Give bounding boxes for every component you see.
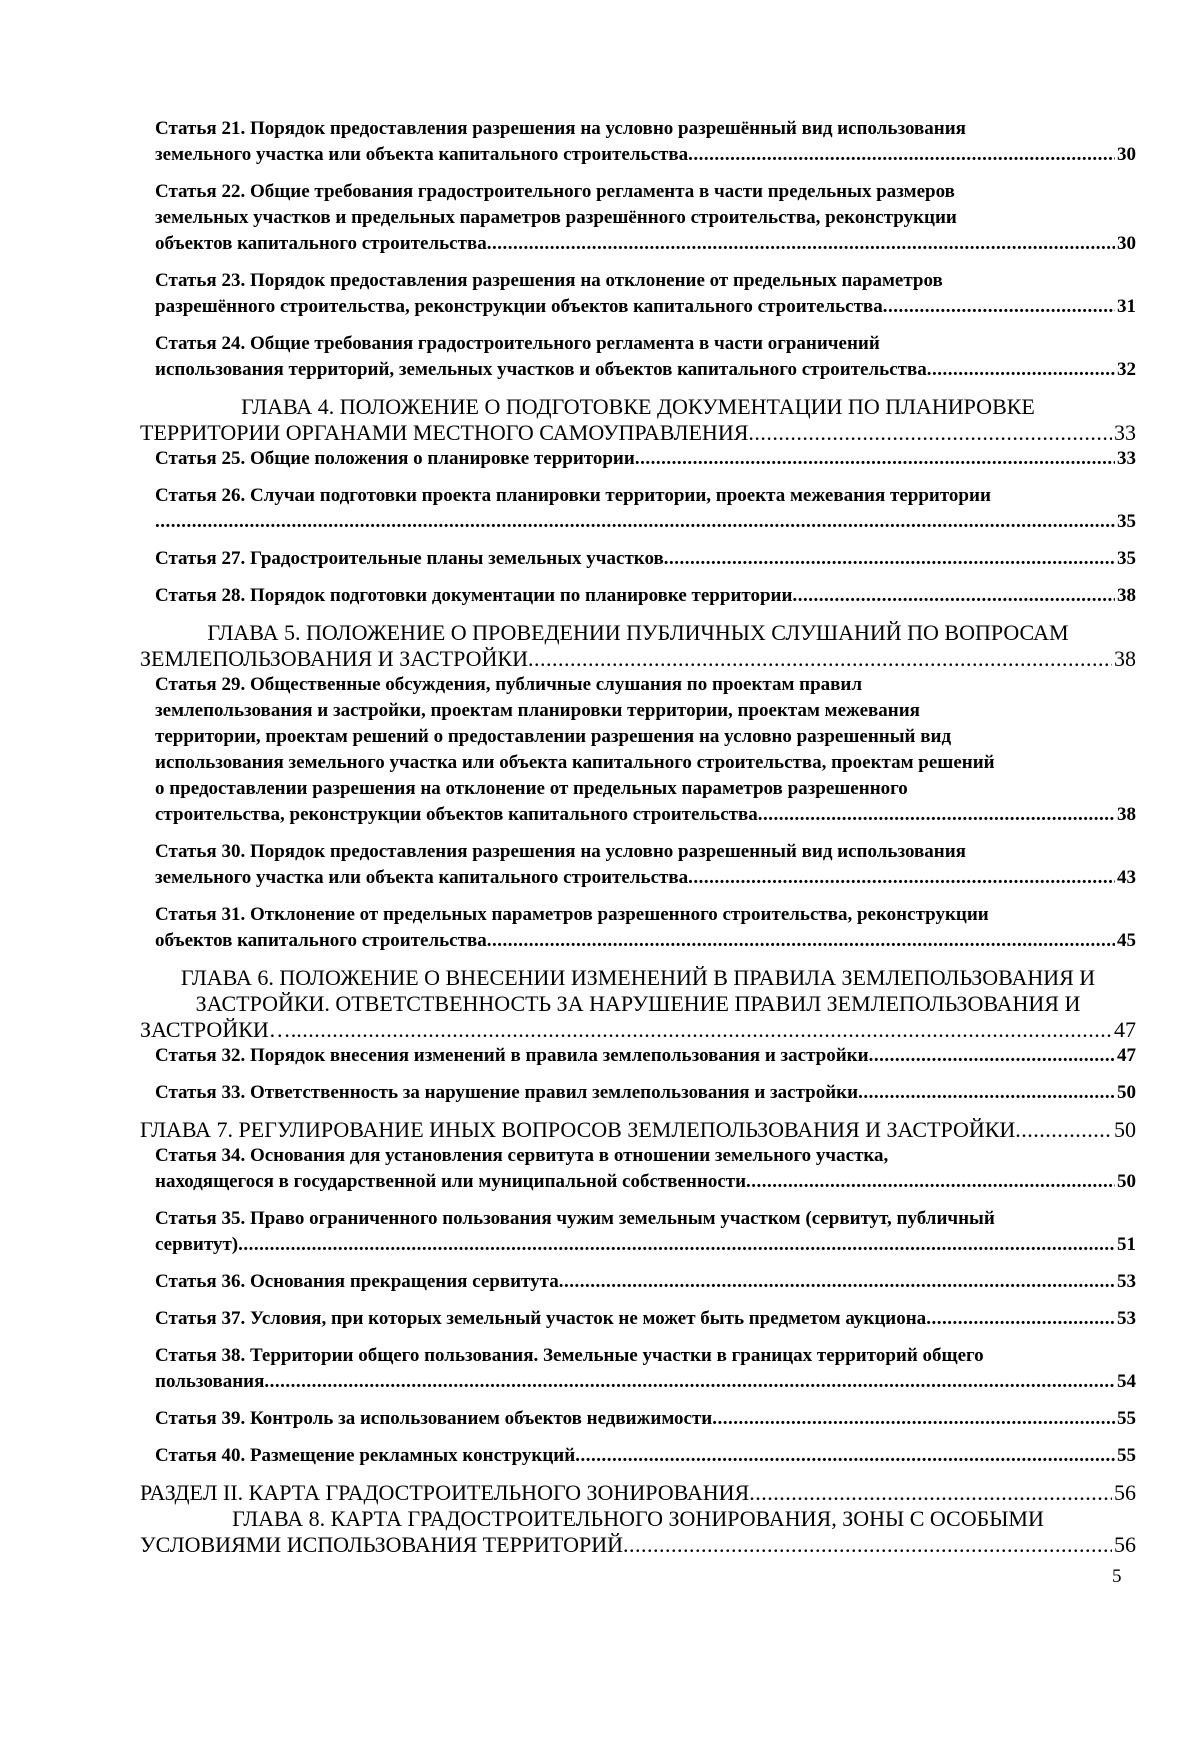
toc-entry-line: земельных участков и предельных параметров разрешённого строительства, реконструкции [155,207,957,228]
toc-entry-title: Статья 36. Основания прекращения сервитута [155,1271,559,1292]
toc-entry-line: Статья 34. Основания для установления сервитута в отношении земельного участка, [155,1145,889,1166]
toc-entry-title: ЗЕМЛЕПОЛЬЗОВАНИЯ И ЗАСТРОЙКИ [140,646,528,671]
toc-entry-leader-line [140,1017,1136,1043]
toc-entry-line: Статья 21. Порядок предоставления разрешения на условно разрешённый вид использования [155,118,966,139]
toc-entry-title: объектов капитального строительства [155,233,487,254]
toc-page-number: 33 [1114,420,1136,445]
toc-entry-title: ЗАСТРОЙКИ…. [140,1017,297,1042]
toc-dot-leader [749,1480,1112,1506]
toc-page-number: 50 [1117,1082,1136,1103]
toc-entry-title: Статья 39. Контроль за использованием объектов недвижимости [155,1408,713,1429]
toc-entry-leader-line [155,294,1136,320]
toc-dot-leader [238,1232,1115,1258]
table-of-contents [140,116,1136,1558]
toc-page-number: 54 [1117,1371,1136,1392]
toc-entry-line: территории, проектам решений о предоставлении разрешения на условно разрешенный вид [155,726,952,747]
toc-entry-leader-line [155,583,1136,609]
toc-page-number: 31 [1117,296,1136,317]
toc-page-number: 55 [1117,1445,1136,1466]
toc-entry-line: Статья 31. Отклонение от предельных параметров разрешенного строительства, реконструкции [155,904,989,925]
toc-entry-line: Статья 38. Территории общего пользования. Земельные участки в границах территорий общего [155,1345,984,1366]
toc-entry-leader-line [155,509,1136,535]
toc-dot-leader [623,1532,1112,1558]
toc-page-number: 56 [1114,1480,1136,1505]
toc-dot-leader [575,1443,1115,1469]
toc-entry-title: Статья 28. Порядок подготовки документации по планировке территории [155,585,793,606]
toc-entry-leader-line [155,1369,1136,1395]
toc-entry-leader-line [155,802,1136,828]
toc-dot-leader [746,1169,1115,1195]
toc-chapter-entry[interactable] [140,1117,1136,1143]
toc-dot-leader [712,1406,1115,1432]
toc-entry-line: землепользования и застройки, проектам планировки территории, проектам межевания [155,700,920,721]
toc-entry-title: земельного участка или объекта капитального строительства [155,867,689,888]
toc-page-number: 38 [1117,585,1136,606]
toc-entry-leader-line [140,1532,1136,1558]
toc-entry-title: Статья 33. Ответственность за нарушение правил землепользования и застройки [155,1082,859,1103]
toc-page-number: 30 [1117,233,1136,254]
toc-entry-leader-line [140,1117,1136,1143]
toc-article-entry[interactable] [140,1343,1136,1395]
toc-dot-leader [758,802,1115,828]
toc-entry-leader-line [155,1443,1136,1469]
toc-entry-line: ГЛАВА 8. КАРТА ГРАДОСТРОИТЕЛЬНОГО ЗОНИРОВАНИЯ, ЗОНЫ С ОСОБЫМИ [232,1506,1044,1531]
toc-entry-title: объектов капитального строительства [155,930,487,951]
toc-article-entry[interactable] [140,1143,1136,1195]
toc-entry-leader-line [155,1306,1136,1332]
toc-entry-title: использования территорий, земельных участков и объектов капитального строительства [155,359,927,380]
toc-entry-line: использования земельного участка или объекта капитального строительства, проектам решений [155,752,995,773]
toc-article-entry[interactable] [140,1206,1136,1258]
toc-page-number: 30 [1117,144,1136,165]
toc-dot-leader [883,294,1115,320]
toc-entry-title: Статья 40. Размещение рекламных конструкций [155,1445,576,1466]
toc-entry-leader-line [140,420,1136,446]
toc-entry-leader-line [155,231,1136,257]
toc-dot-leader [688,865,1115,891]
toc-entry-title: пользования [155,1371,265,1392]
toc-entry-title: ГЛАВА 7. РЕГУЛИРОВАНИЕ ИНЫХ ВОПРОСОВ ЗЕМЛЕПОЛЬЗОВАНИЯ И ЗАСТРОЙКИ [140,1117,1016,1142]
toc-dot-leader [688,142,1115,168]
toc-entry-line: ГЛАВА 4. ПОЛОЖЕНИЕ О ПОДГОТОВКЕ ДОКУМЕНТАЦИИ ПО ПЛАНИРОВКЕ [241,394,1035,419]
toc-article-entry[interactable] [140,483,1136,535]
toc-entry-line: Статья 24. Общие требования градостроительного регламента в части ограничений [155,333,880,354]
toc-entry-line: ГЛАВА 5. ПОЛОЖЕНИЕ О ПРОВЕДЕНИИ ПУБЛИЧНЫХ СЛУШАНИЙ ПО ВОПРОСАМ [207,620,1069,645]
toc-page-number: 47 [1117,1045,1136,1066]
toc-page-number: 47 [1114,1017,1136,1042]
toc-entry-leader-line [155,865,1136,891]
toc-article-entry[interactable] [140,1269,1136,1295]
toc-dot-leader [296,1017,1112,1043]
toc-dot-leader [869,1043,1115,1069]
toc-page-number: 35 [1117,511,1136,532]
toc-entry-line: ЗАСТРОЙКИ. ОТВЕТСТВЕННОСТЬ ЗА НАРУШЕНИЕ ПРАВИЛ ЗЕМЛЕПОЛЬЗОВАНИЯ И [195,991,1081,1016]
toc-chapter-entry[interactable] [140,965,1136,1043]
toc-dot-leader [858,1080,1115,1106]
toc-entry-title: находящегося в государственной или муниципальной собственности [155,1171,747,1192]
toc-article-entry[interactable] [140,1043,1136,1069]
toc-entry-leader-line [140,646,1136,672]
toc-entry-leader-line [155,357,1136,383]
toc-page-number: 51 [1117,1234,1136,1255]
toc-page-number: 53 [1117,1271,1136,1292]
toc-chapter-entry[interactable] [140,1480,1136,1506]
toc-dot-leader [748,420,1112,446]
toc-article-entry[interactable] [140,1406,1136,1432]
toc-entry-leader-line [155,928,1136,954]
toc-entry-title: земельного участка или объекта капитального строительства [155,144,689,165]
toc-dot-leader [926,1306,1115,1332]
toc-dot-leader [264,1369,1115,1395]
toc-page-number: 33 [1117,448,1136,469]
toc-entry-line: о предоставлении разрешения на отклонение от предельных параметров разрешенного [155,778,908,799]
toc-dot-leader [927,357,1115,383]
toc-entry-title: Статья 25. Общие положения о планировке территории [155,448,635,469]
toc-chapter-entry[interactable] [140,1506,1136,1558]
toc-entry-leader-line [155,142,1136,168]
toc-entry-leader-line [155,1232,1136,1258]
toc-page-number: 43 [1117,867,1136,888]
toc-dot-leader [664,546,1115,572]
toc-page-number: 56 [1114,1532,1136,1557]
toc-entry-leader-line [155,1043,1136,1069]
toc-article-entry[interactable] [140,902,1136,954]
toc-entry-line: Статья 22. Общие требования градостроительного регламента в части предельных размеров [155,181,955,202]
toc-entry-leader-line [140,1480,1136,1506]
toc-entry-leader-line [155,1406,1136,1432]
toc-page-number: 32 [1117,359,1136,380]
toc-page-number: 35 [1117,548,1136,569]
toc-page-number: 50 [1114,1117,1136,1142]
toc-entry-title: разрешённого строительства, реконструкции объектов капитального строительства [155,296,883,317]
toc-article-entry[interactable] [140,839,1136,891]
toc-article-entry[interactable] [140,546,1136,572]
toc-article-entry[interactable] [140,446,1136,472]
toc-article-entry[interactable] [140,268,1136,320]
toc-entry-leader-line [155,1269,1136,1295]
toc-entry-line: Статья 29. Общественные обсуждения, публичные слушания по проектам правил [155,674,863,695]
toc-entry-title: строительства, реконструкции объектов капитального строительства [155,804,758,825]
toc-page-number: 38 [1117,804,1136,825]
toc-chapter-entry[interactable] [140,394,1136,446]
toc-dot-leader [487,231,1115,257]
toc-entry-leader-line [155,1080,1136,1106]
toc-entry-title: Статья 27. Градостроительные планы земельных участков [155,548,664,569]
toc-article-entry[interactable] [140,583,1136,609]
toc-dot-leader [155,509,1115,535]
toc-entry-title: УСЛОВИЯМИ ИСПОЛЬЗОВАНИЯ ТЕРРИТОРИЙ [140,1532,623,1557]
toc-entry-title: ТЕРРИТОРИИ ОРГАНАМИ МЕСТНОГО САМОУПРАВЛЕНИЯ [140,420,749,445]
toc-entry-title: сервитут) [155,1234,239,1255]
toc-page-number: 55 [1117,1408,1136,1429]
toc-dot-leader [487,928,1115,954]
toc-dot-leader [635,446,1115,472]
toc-entry-line: Статья 23. Порядок предоставления разрешения на отклонение от предельных параметров [155,270,943,291]
toc-page-number: 53 [1117,1308,1136,1329]
toc-dot-leader [528,646,1112,672]
toc-entry-leader-line [155,1169,1136,1195]
toc-article-entry[interactable] [140,1306,1136,1332]
page-number: 5 [1112,1566,1122,1587]
toc-page-number: 45 [1117,930,1136,951]
toc-entry-line: Статья 30. Порядок предоставления разрешения на условно разрешенный вид использования [155,841,966,862]
toc-entry-line: ГЛАВА 6. ПОЛОЖЕНИЕ О ВНЕСЕНИИ ИЗМЕНЕНИЙ В ПРАВИЛА ЗЕМЛЕПОЛЬЗОВАНИЯ И [180,965,1096,990]
toc-article-entry[interactable] [140,179,1136,257]
toc-page-number: 50 [1117,1171,1136,1192]
toc-entry-leader-line [155,546,1136,572]
toc-entry-leader-line [155,446,1136,472]
toc-page-number: 38 [1114,646,1136,671]
toc-article-entry[interactable] [140,331,1136,383]
toc-entry-title: Статья 37. Условия, при которых земельный участок не может быть предметом аукциона [155,1308,927,1329]
toc-article-entry[interactable] [140,1443,1136,1469]
toc-article-entry[interactable] [140,1080,1136,1106]
toc-dot-leader [792,583,1115,609]
toc-dot-leader [1015,1117,1112,1143]
toc-entry-title: РАЗДЕЛ II. КАРТА ГРАДОСТРОИТЕЛЬНОГО ЗОНИРОВАНИЯ [140,1480,750,1505]
toc-article-entry[interactable] [140,672,1136,828]
toc-entry-title: Статья 32. Порядок внесения изменений в правила землепользования и застройки [155,1045,869,1066]
toc-chapter-entry[interactable] [140,620,1136,672]
toc-entry-line: Статья 35. Право ограниченного пользования чужим земельным участком (сервитут, публичный [155,1208,995,1229]
toc-entry-line: Статья 26. Случаи подготовки проекта планировки территории, проекта межевания территории [155,485,991,506]
toc-dot-leader [559,1269,1115,1295]
toc-article-entry[interactable] [140,116,1136,168]
